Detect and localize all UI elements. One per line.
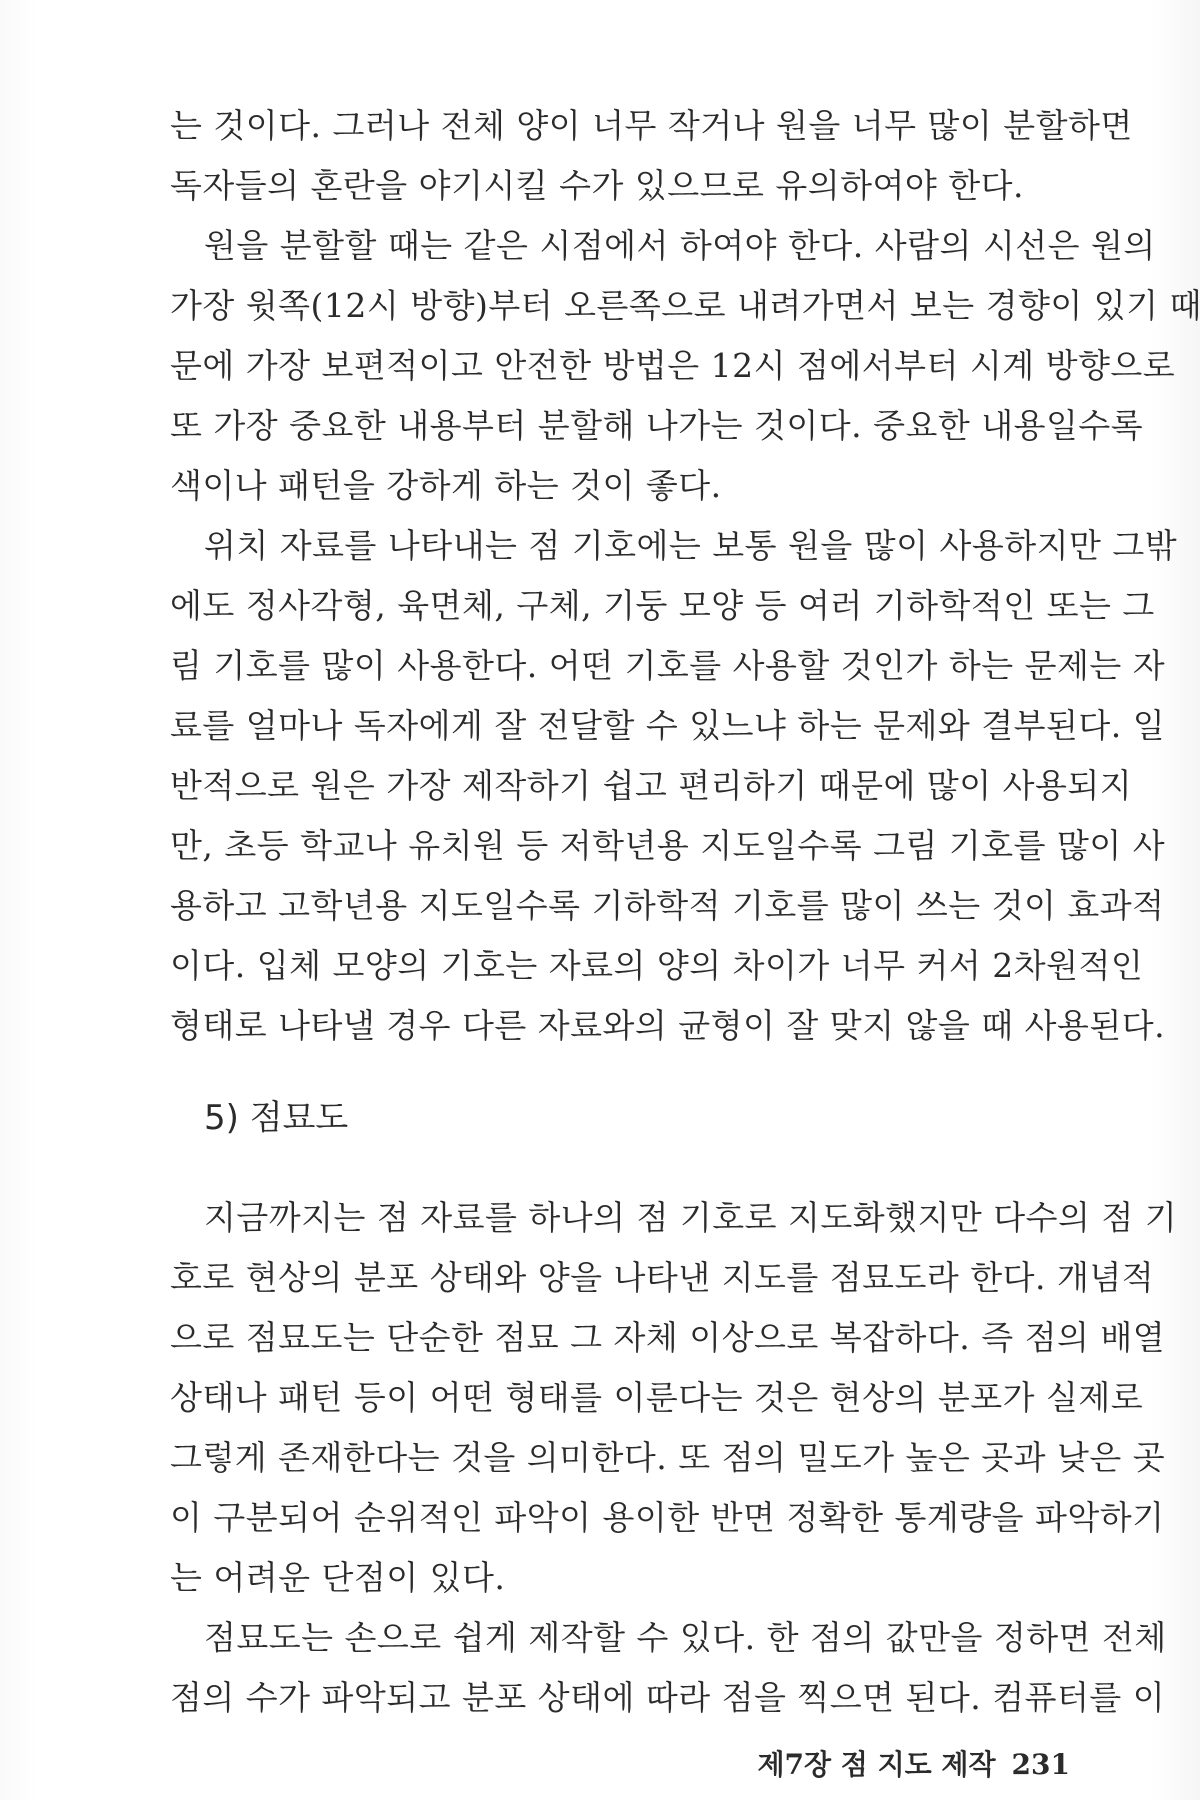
body-line: 그렇게 존재한다는 것을 의미한다. 또 점의 밀도가 높은 곳과 낮은 곳 <box>170 1438 1166 1477</box>
body-line: 는 어려운 단점이 있다. <box>170 1558 506 1597</box>
body-line: 호로 현상의 분포 상태와 양을 나타낸 지도를 점묘도라 한다. 개념적 <box>170 1258 1155 1297</box>
section-number: 5) <box>204 1098 239 1138</box>
chapter-title: 제7장 점 지도 제작 <box>757 1748 996 1781</box>
body-line: 반적으로 원은 가장 제작하기 쉽고 편리하기 때문에 많이 사용되지 <box>170 766 1133 805</box>
section-heading <box>204 1088 348 1148</box>
body-line: 점의 수가 파악되고 분포 상태에 따라 점을 찍으면 된다. 컴퓨터를 이 <box>170 1678 1166 1717</box>
body-line: 또 가장 중요한 내용부터 분할해 나가는 것이다. 중요한 내용일수록 <box>170 406 1144 445</box>
page-footer <box>700 1740 1070 1790</box>
body-line: 이 구분되어 순위적인 파악이 용이한 반면 정확한 통계량을 파악하기 <box>170 1498 1165 1537</box>
body-line: 지금까지는 점 자료를 하나의 점 기호로 지도화했지만 다수의 점 기 <box>204 1198 1178 1237</box>
body-line: 료를 얼마나 독자에게 잘 전달할 수 있느냐 하는 문제와 결부된다. 일 <box>170 706 1166 745</box>
body-line: 위치 자료를 나타내는 점 기호에는 보통 원을 많이 사용하지만 그밖 <box>204 526 1178 565</box>
body-line: 형태로 나타낼 경우 다른 자료와의 균형이 잘 맞지 않을 때 사용된다. <box>170 1006 1166 1045</box>
body-line: 용하고 고학년용 지도일수록 기하학적 기호를 많이 쓰는 것이 효과적 <box>170 886 1165 925</box>
body-line: 원을 분할할 때는 같은 시점에서 하여야 한다. 사람의 시선은 원의 <box>204 226 1156 265</box>
body-line: 만, 초등 학교나 유치원 등 저학년용 지도일수록 그림 기호를 많이 사 <box>170 826 1166 865</box>
section-title: 점묘도 <box>249 1098 349 1138</box>
body-line: 가장 윗쪽(12시 방향)부터 오른쪽으로 내려가면서 보는 경향이 있기 때 <box>170 286 1202 325</box>
body-line: 림 기호를 많이 사용한다. 어떤 기호를 사용할 것인가 하는 문제는 자 <box>170 646 1166 685</box>
body-line: 문에 가장 보편적이고 안전한 방법은 12시 점에서부터 시계 방향으로 <box>170 346 1176 385</box>
body-line: 는 것이다. 그러나 전체 양이 너무 작거나 원을 너무 많이 분할하면 <box>170 106 1133 145</box>
body-line: 이다. 입체 모양의 기호는 자료의 양의 차이가 너무 커서 2차원적인 <box>170 946 1144 985</box>
body-line: 상태나 패턴 등이 어떤 형태를 이룬다는 것은 현상의 분포가 실제로 <box>170 1378 1144 1417</box>
body-line: 독자들의 혼란을 야기시킬 수가 있으므로 유의하여야 한다. <box>170 166 1024 205</box>
body-line: 에도 정사각형, 육면체, 구체, 기둥 모양 등 여러 기하학적인 또는 그 <box>170 586 1155 625</box>
body-line: 색이나 패턴을 강하게 하는 것이 좋다. <box>170 466 722 505</box>
body-line: 으로 점묘도는 단순한 점묘 그 자체 이상으로 복잡하다. 즉 점의 배열 <box>170 1318 1166 1357</box>
body-line: 점묘도는 손으로 쉽게 제작할 수 있다. 한 점의 값만을 정하면 전체 <box>204 1618 1167 1657</box>
page-number: 231 <box>1011 1748 1070 1781</box>
